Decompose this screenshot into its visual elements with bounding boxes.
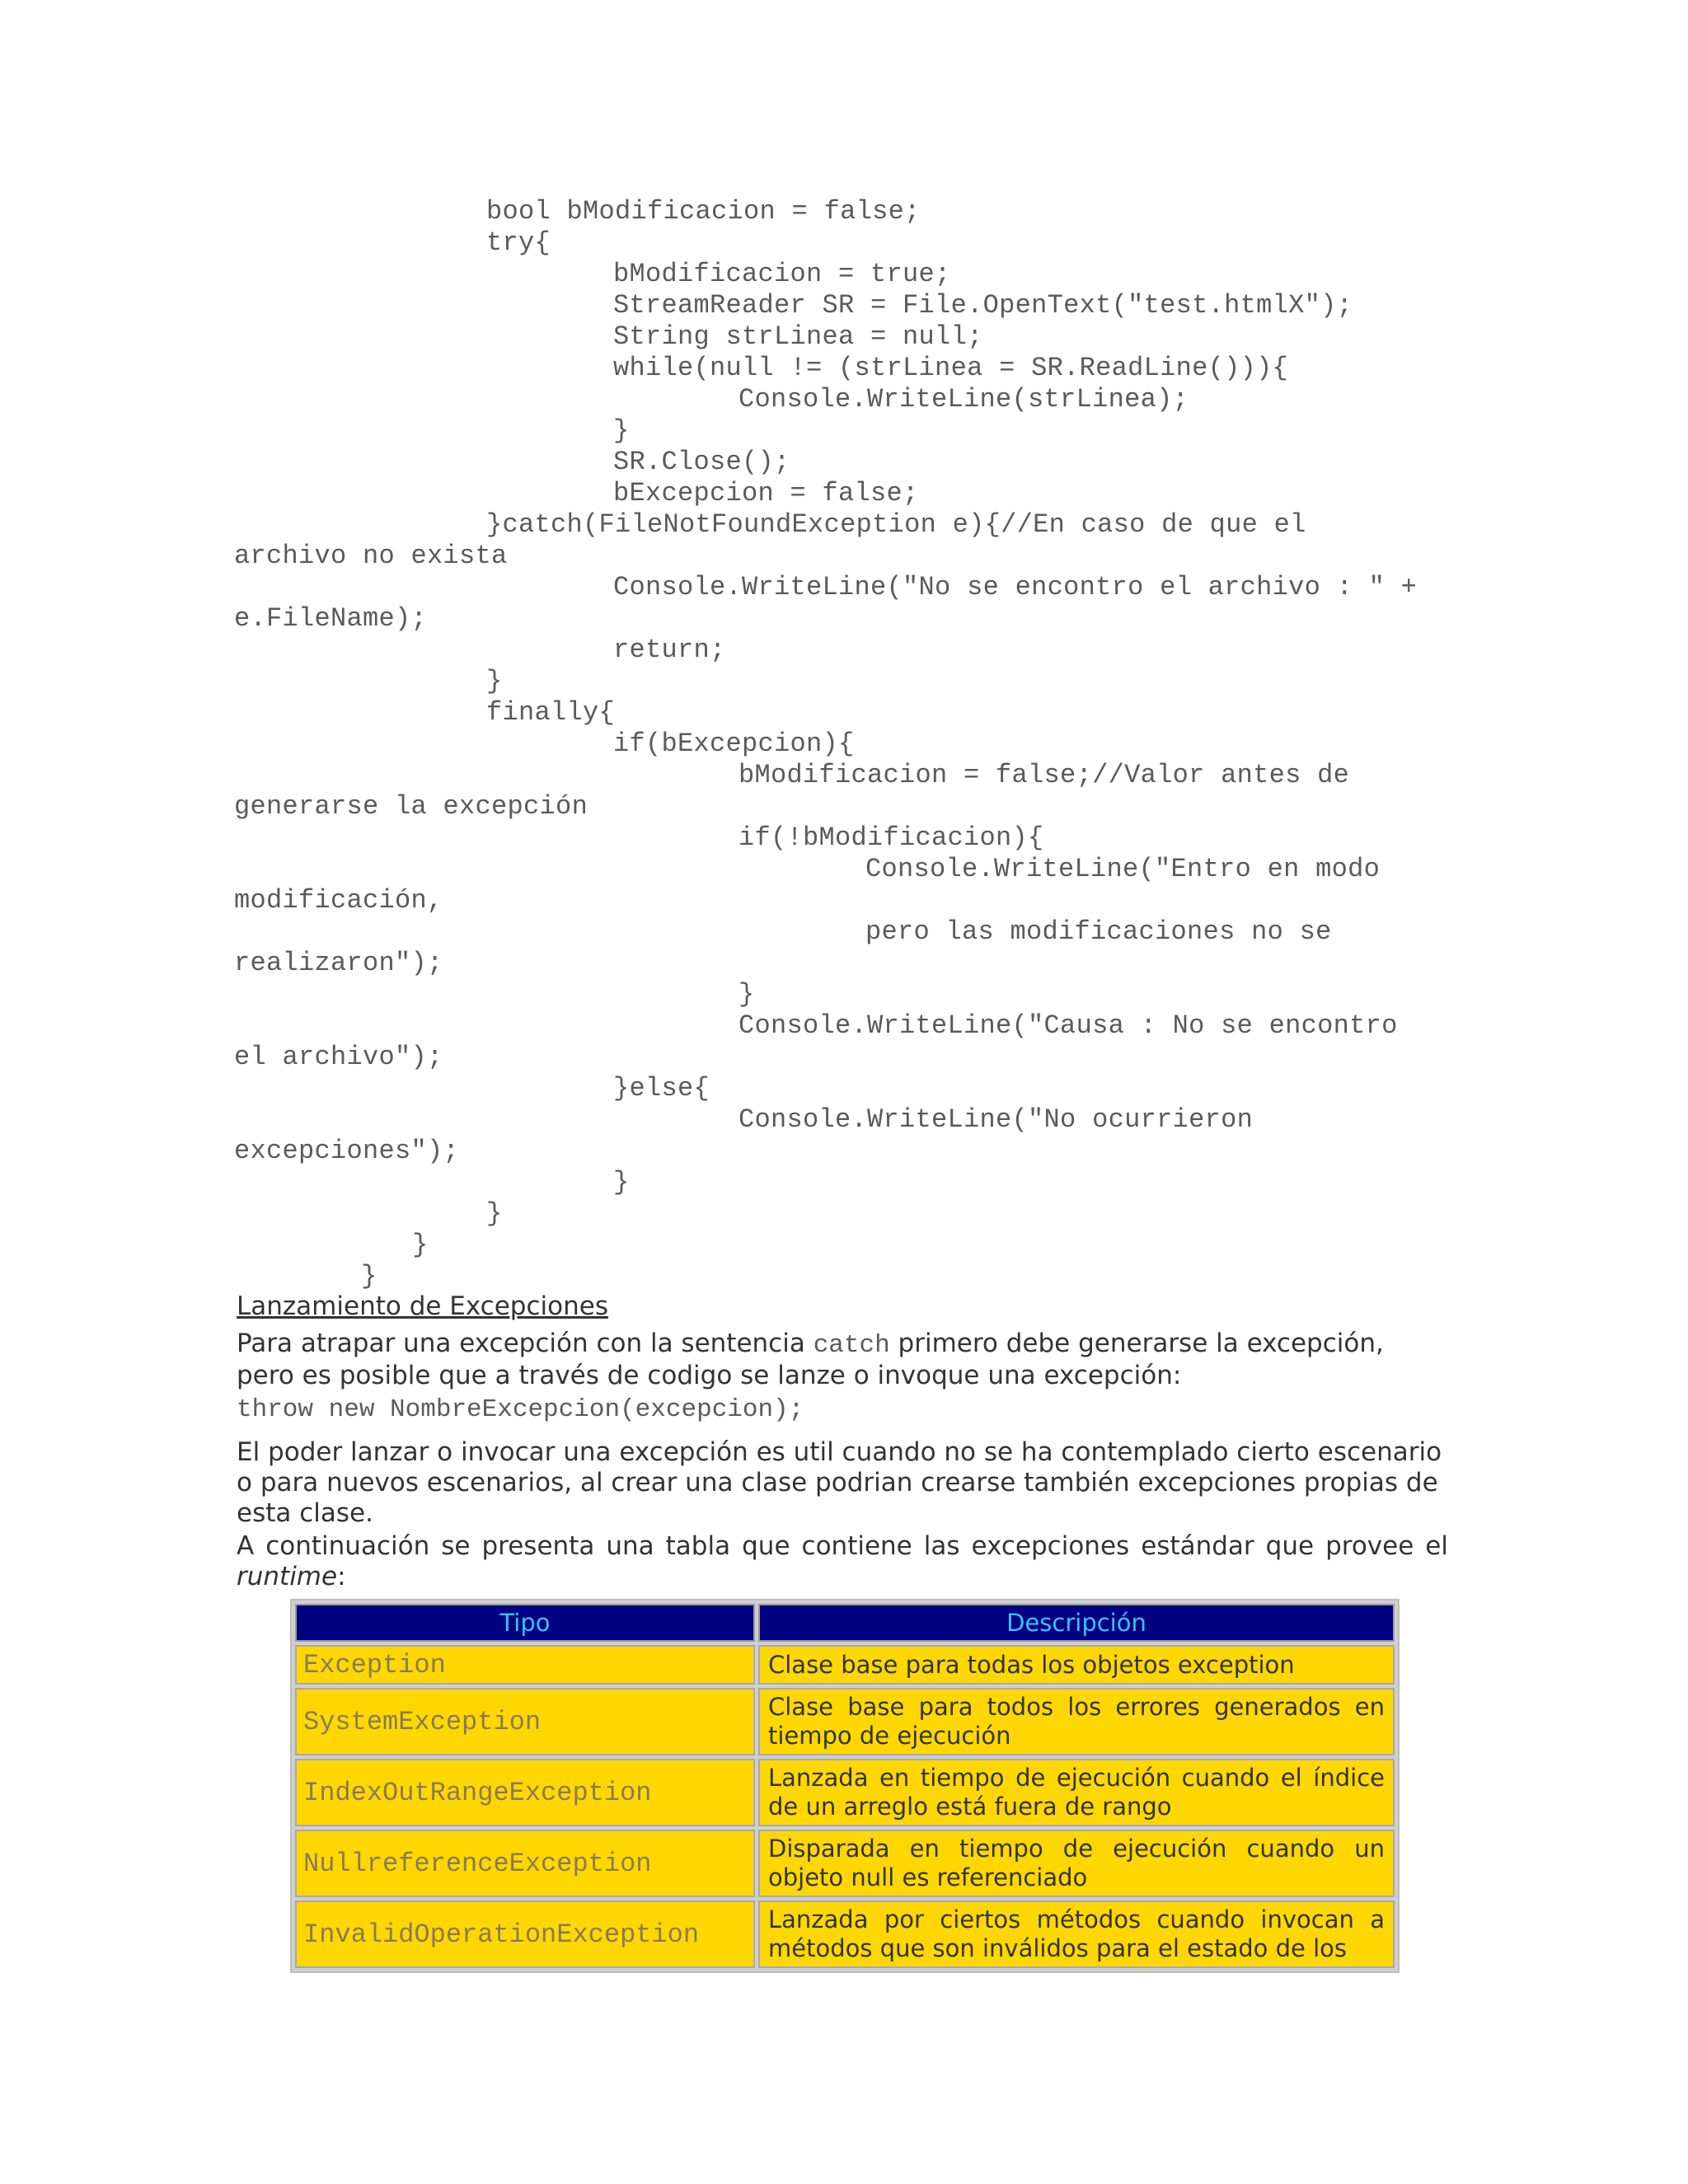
code-line: Console.WriteLine("No se encontro el archivo : " +: [613, 572, 1418, 602]
code-line: return;: [613, 635, 726, 665]
paragraph-text: primero debe generarse la excepción, pero es posible que a través de codigo se lanze o invoque una excepción:: [237, 1329, 1384, 1390]
inline-code: catch: [813, 1331, 890, 1360]
code-line: realizaron");: [234, 948, 443, 978]
paragraph-text: Para atrapar una excepción con la sentencia: [237, 1329, 814, 1358]
table-row: [295, 1900, 1395, 1968]
code-line: finally{: [486, 697, 616, 728]
code-line: try{: [486, 227, 551, 258]
code-line: while(null != (strLinea = SR.ReadLine())){: [613, 353, 1289, 383]
exception-description: Lanzada en tiempo de ejecución cuando el índice de un arreglo está fuera de rango: [758, 1759, 1395, 1826]
exception-type: NullreferenceException: [295, 1830, 755, 1897]
exception-type: Exception: [295, 1645, 755, 1685]
exception-description: Lanzada por ciertos métodos cuando invocan a métodos que son inválidos para el estado de los: [758, 1900, 1395, 1968]
table-header-row: [295, 1604, 1395, 1642]
table-row: [295, 1688, 1395, 1755]
code-line: }: [738, 979, 755, 1010]
section-heading: Lanzamiento de Excepciones: [237, 1291, 608, 1321]
code-line: Console.WriteLine(strLinea);: [738, 384, 1189, 415]
exception-description: Disparada en tiempo de ejecución cuando un objeto null es referenciado: [758, 1830, 1395, 1897]
code-line: }: [613, 1167, 630, 1197]
italic-runtime: runtime: [237, 1562, 338, 1591]
code-line: SR.Close();: [613, 447, 790, 477]
code-line: bool bModificacion = false;: [486, 196, 921, 227]
code-line: }else{: [613, 1073, 710, 1104]
code-line: el archivo");: [234, 1042, 443, 1072]
exception-description: Clase base para todas los objetos exception: [758, 1645, 1395, 1685]
column-header-tipo: Tipo: [295, 1604, 755, 1642]
code-line: if(!bModificacion){: [738, 823, 1044, 853]
table-row: [295, 1645, 1395, 1685]
table-row: [295, 1830, 1395, 1897]
code-line: StreamReader SR = File.OpenText("test.htmlX");: [613, 290, 1353, 321]
code-line: }: [486, 666, 503, 696]
code-line: if(bExcepcion){: [613, 729, 855, 759]
table-row: [295, 1759, 1395, 1826]
paragraph-text: :: [337, 1562, 346, 1591]
column-header-descripcion: Descripción: [758, 1604, 1395, 1642]
code-line: }: [361, 1261, 377, 1291]
exception-description: Clase base para todos los errores generados en tiempo de ejecución: [758, 1688, 1395, 1755]
exception-type: SystemException: [295, 1688, 755, 1755]
code-line: }: [486, 1198, 503, 1229]
code-line: }: [412, 1230, 429, 1260]
paragraph-tabla: [237, 1531, 1448, 1592]
paragraph-text: A continuación se presenta una tabla que contiene las excepciones estándar que provee el: [237, 1531, 1448, 1561]
code-line: bModificacion = false;//Valor antes de: [738, 760, 1350, 790]
code-line: }catch(FileNotFoundException e){//En caso de que el: [486, 509, 1306, 540]
code-line: Console.WriteLine("No ocurrieron: [738, 1104, 1254, 1135]
exception-type: InvalidOperationException: [295, 1900, 755, 1968]
code-line: archivo no exista: [234, 541, 508, 571]
paragraph-catch: [237, 1329, 1448, 1391]
code-line: String strLinea = null;: [613, 321, 983, 352]
exceptions-table: [290, 1599, 1400, 1973]
exception-type: IndexOutRangeException: [295, 1759, 755, 1826]
code-line: bModificacion = true;: [613, 259, 951, 289]
paragraph-lanzar: El poder lanzar o invocar una excepción es util cuando no se ha contemplado cierto escenario o para nuevos escenarios, al crear una clase podrian crearse también excepciones propias de esta clase.: [237, 1437, 1442, 1528]
code-line: Console.WriteLine("Causa : No se encontro: [738, 1010, 1398, 1041]
throw-code-line: throw new NombreExcepcion(excepcion);: [237, 1395, 804, 1424]
code-line: e.FileName);: [234, 603, 428, 634]
code-line: excepciones");: [234, 1136, 460, 1166]
code-line: Console.WriteLine("Entro en modo: [865, 854, 1381, 884]
code-line: }: [613, 415, 630, 446]
code-line: bExcepcion = false;: [613, 478, 919, 509]
code-line: generarse la excepción: [234, 791, 588, 822]
code-line: pero las modificaciones no se: [865, 916, 1332, 947]
code-line: modificación,: [234, 885, 443, 916]
